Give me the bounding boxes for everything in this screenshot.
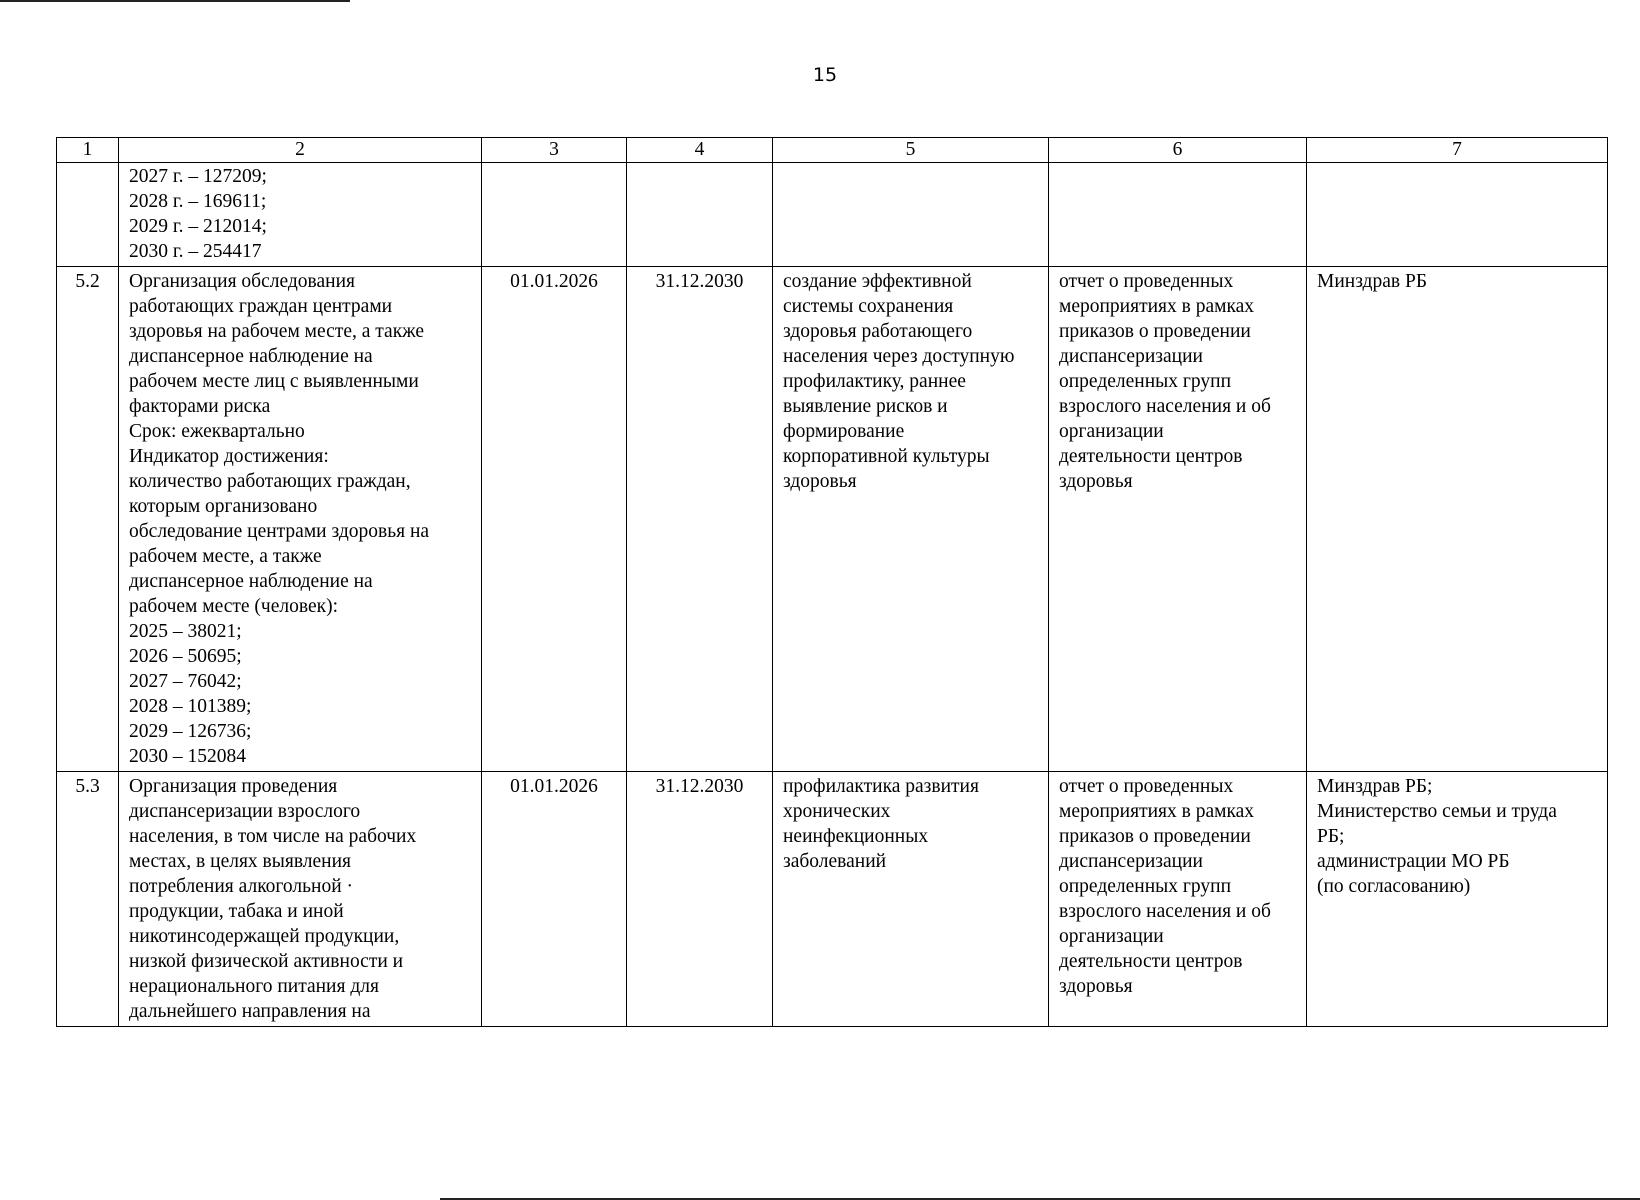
column-number-row [57, 138, 1608, 163]
cell-text-line: рабочем месте (человек): [129, 596, 339, 617]
cell-text-line: местах, в целях выявления [129, 851, 352, 872]
cell-text-line: Организация проведения [129, 776, 338, 797]
row-number-cell: 5.3 [57, 772, 119, 1027]
cell-text-line: низкой физической активности и [129, 951, 404, 972]
cell-text-line: факторами риска [129, 396, 271, 417]
cell-text-line: дальнейшего направления на [129, 1001, 371, 1022]
cell-text-line: 2027 г. – 127209; [129, 166, 267, 187]
cell-text-line: здоровья на рабочем месте, а также [129, 321, 425, 342]
column-number: 4 [627, 138, 773, 163]
cell-text-line: рабочем месте лиц с выявленными [129, 371, 419, 392]
end-date-cell: 31.12.2030 [627, 267, 773, 772]
cell-text-line: населения, в том числе на рабочих [129, 826, 417, 847]
start-date-cell [482, 163, 627, 267]
cell-text-line: здоровья [1059, 976, 1133, 997]
cell-text-line: корпоративной культуры [783, 446, 990, 467]
report-form-cell [1049, 163, 1307, 267]
expected-result-cell [773, 267, 1049, 772]
cell-text-line: нерационального питания для [129, 976, 379, 997]
responsible-cell [1307, 267, 1608, 772]
report-form-cell [1049, 267, 1307, 772]
cell-text-line: мероприятиях в рамках [1059, 801, 1255, 822]
cell-text-line: здоровья работающего [783, 321, 973, 342]
column-number: 1 [57, 138, 119, 163]
cell-text-line: работающих граждан центрами [129, 296, 393, 317]
cell-text-line: РБ; [1317, 826, 1345, 847]
responsible-cell [1307, 163, 1608, 267]
description-cell [119, 772, 482, 1027]
cell-text-line: выявление рисков и [783, 396, 948, 417]
cell-text-line: организации [1059, 421, 1164, 442]
cell-text-line: 2027 – 76042; [129, 671, 242, 692]
cell-text-line: диспансеризации [1059, 346, 1203, 367]
table-row [57, 163, 1608, 267]
cell-text-line: Срок: ежеквартально [129, 421, 305, 442]
cell-text-line: обследование центрами здоровья на [129, 521, 430, 542]
cell-text-line: Организация обследования [129, 271, 356, 292]
column-number: 6 [1049, 138, 1307, 163]
expected-result-cell [773, 772, 1049, 1027]
cell-text-line: диспансеризации взрослого [129, 801, 361, 822]
cell-text-line: неинфекционных [783, 826, 929, 847]
cell-text-line: системы сохранения [783, 296, 954, 317]
cell-text-line: отчет о проведенных [1059, 776, 1234, 797]
column-number: 5 [773, 138, 1049, 163]
cell-text-line: заболеваний [783, 851, 887, 872]
cell-text-line: диспансерное наблюдение на [129, 571, 373, 592]
cell-text-line: продукции, табака и иной [129, 901, 344, 922]
column-number: 3 [482, 138, 627, 163]
cell-text-line: определенных групп [1059, 876, 1232, 897]
description-cell [119, 163, 482, 267]
cell-text-line: Минздрав РБ [1317, 271, 1428, 292]
cell-text-line: Индикатор достижения: [129, 446, 329, 467]
cell-text-line: 2028 г. – 169611; [129, 191, 267, 212]
cell-text-line: деятельности центров [1059, 446, 1243, 467]
cell-text-line: 2026 – 50695; [129, 646, 242, 667]
cell-text-line: организации [1059, 926, 1164, 947]
cell-text-line: администрации МО РБ [1317, 851, 1510, 872]
cell-text-line: приказов о проведении [1059, 321, 1251, 342]
table-row [57, 772, 1608, 1027]
cell-text-line: хронических [783, 801, 891, 822]
start-date-cell: 01.01.2026 [482, 772, 627, 1027]
cell-text-line: взрослого населения и об [1059, 901, 1271, 922]
cell-text-line: здоровья [1059, 471, 1133, 492]
cell-text-line: создание эффективной [783, 271, 972, 292]
column-number: 2 [119, 138, 482, 163]
cell-text-line: 2030 – 152084 [129, 746, 246, 767]
end-date-cell: 31.12.2030 [627, 772, 773, 1027]
description-cell [119, 267, 482, 772]
cell-text-line: профилактика развития [783, 776, 979, 797]
row-number-cell: 5.2 [57, 267, 119, 772]
measures-table [56, 137, 1608, 1027]
cell-text-line: отчет о проведенных [1059, 271, 1234, 292]
cell-text-line: 2029 г. – 212014; [129, 216, 267, 237]
cell-text-line: рабочем месте, а также [129, 546, 322, 567]
cell-text-line: определенных групп [1059, 371, 1232, 392]
table-row [57, 267, 1608, 772]
cell-text-line: мероприятиях в рамках [1059, 296, 1255, 317]
start-date-cell: 01.01.2026 [482, 267, 627, 772]
cell-text-line: потребления алкогольной · [129, 876, 354, 897]
cell-text-line: диспансеризации [1059, 851, 1203, 872]
cell-text-line: деятельности центров [1059, 951, 1243, 972]
end-date-cell [627, 163, 773, 267]
cell-text-line: профилактику, раннее [783, 371, 966, 392]
cell-text-line: никотинсодержащей продукции, [129, 926, 400, 947]
cell-text-line: 2025 – 38021; [129, 621, 242, 642]
cell-text-line: взрослого населения и об [1059, 396, 1271, 417]
cell-text-line: Министерство семьи и труда [1317, 801, 1557, 822]
report-form-cell [1049, 772, 1307, 1027]
responsible-cell [1307, 772, 1608, 1027]
cell-text-line: формирование [783, 421, 905, 442]
cell-text-line: 2029 – 126736; [129, 721, 252, 742]
expected-result-cell [773, 163, 1049, 267]
cell-text-line: населения через доступную [783, 346, 1015, 367]
cell-text-line: здоровья [783, 471, 857, 492]
cell-text-line: (по согласованию) [1317, 876, 1471, 897]
page-number: 15 [812, 64, 838, 86]
cell-text-line: диспансерное наблюдение на [129, 346, 373, 367]
scan-edge-top [0, 0, 350, 2]
cell-text-line: Минздрав РБ; [1317, 776, 1433, 797]
cell-text-line: количество работающих граждан, [129, 471, 411, 492]
cell-text-line: 2030 г. – 254417 [129, 241, 262, 262]
row-number-cell [57, 163, 119, 267]
column-number: 7 [1307, 138, 1608, 163]
cell-text-line: 2028 – 101389; [129, 696, 252, 717]
cell-text-line: приказов о проведении [1059, 826, 1251, 847]
cell-text-line: которым организовано [129, 496, 318, 517]
